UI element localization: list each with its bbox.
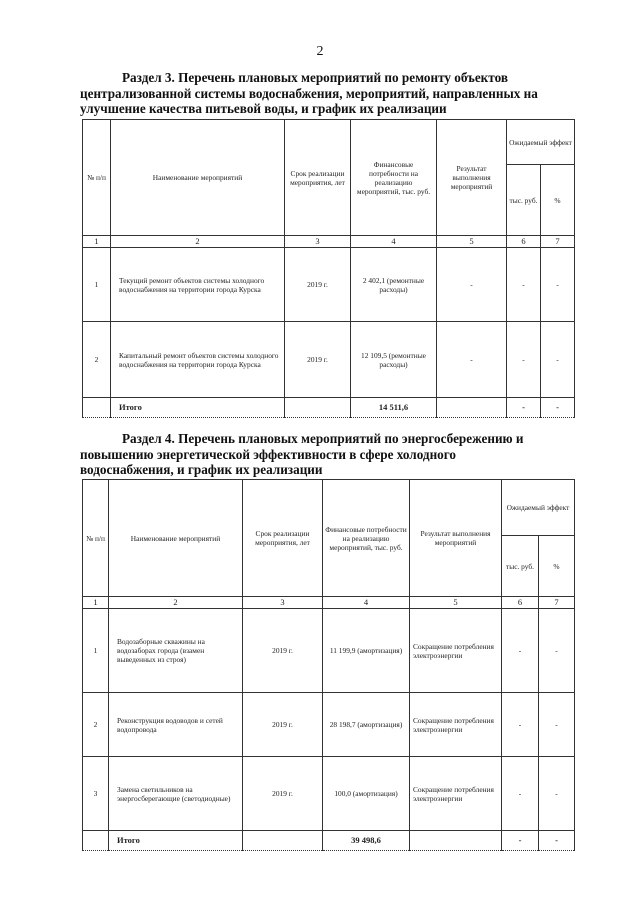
column-number: 2 bbox=[109, 597, 243, 609]
cell-effect-rub: - bbox=[502, 609, 539, 693]
table-row bbox=[83, 248, 575, 322]
cell-result bbox=[410, 831, 502, 851]
cell-num: 2 bbox=[83, 322, 111, 398]
header-effect: Ожидаемый эффект bbox=[502, 480, 575, 536]
cell-term: 2019 г. bbox=[243, 757, 323, 831]
column-number: 7 bbox=[539, 597, 575, 609]
column-number: 5 bbox=[410, 597, 502, 609]
total-row bbox=[83, 831, 575, 851]
header-term: Срок реализации мероприятия, лет bbox=[285, 120, 351, 236]
header-result: Результат выполнения мероприятий bbox=[410, 480, 502, 597]
section3-heading-line: улучшение качества питьевой воды, и график их реализации bbox=[80, 101, 447, 116]
table-row bbox=[83, 693, 575, 757]
total-label: Итого bbox=[109, 831, 243, 851]
header-effect-pct: % bbox=[539, 536, 575, 597]
table-header-row bbox=[83, 120, 575, 165]
table-row bbox=[83, 322, 575, 398]
column-number: 3 bbox=[285, 236, 351, 248]
cell-result bbox=[437, 398, 507, 418]
total-effect-pct: - bbox=[541, 398, 575, 418]
header-effect-pct: % bbox=[541, 165, 575, 236]
table-header-row bbox=[83, 480, 575, 536]
cell-num: 3 bbox=[83, 757, 109, 831]
cell-result: Сокращение потребления электроэнергии bbox=[410, 693, 502, 757]
section4-heading bbox=[80, 431, 575, 478]
column-number-row bbox=[83, 597, 575, 609]
section3-heading bbox=[80, 70, 575, 117]
column-number: 4 bbox=[323, 597, 410, 609]
section4-heading-line: водоснабжения, и график их реализации bbox=[80, 462, 323, 477]
cell-finance: 100,0 (амортизация) bbox=[323, 757, 410, 831]
cell-num: 1 bbox=[83, 609, 109, 693]
header-result: Результат выполнения мероприятий bbox=[437, 120, 507, 236]
cell-effect-pct: - bbox=[539, 693, 575, 757]
total-label: Итого bbox=[111, 398, 285, 418]
total-row bbox=[83, 398, 575, 418]
cell-term bbox=[243, 831, 323, 851]
cell-name: Реконструкция водоводов и сетей водопровода bbox=[109, 693, 243, 757]
header-effect-rub: тыс. руб. bbox=[507, 165, 541, 236]
column-number: 2 bbox=[111, 236, 285, 248]
cell-num: 2 bbox=[83, 693, 109, 757]
cell-name: Текущий ремонт объектов системы холодного водоснабжения на территории города Курска bbox=[111, 248, 285, 322]
header-finance: Финансовые потребности на реализацию мероприятий, тыс. руб. bbox=[323, 480, 410, 597]
header-finance: Финансовые потребности на реализацию мероприятий, тыс. руб. bbox=[351, 120, 437, 236]
column-number: 5 bbox=[437, 236, 507, 248]
cell-effect-pct: - bbox=[539, 757, 575, 831]
cell-result: - bbox=[437, 248, 507, 322]
section4-heading-line: Раздел 4. Перечень плановых мероприятий по энергосбережению и bbox=[122, 431, 524, 446]
header-effect: Ожидаемый эффект bbox=[507, 120, 575, 165]
column-number: 7 bbox=[541, 236, 575, 248]
cell-result: Сокращение потребления электроэнергии bbox=[410, 609, 502, 693]
cell-term bbox=[285, 398, 351, 418]
column-number: 3 bbox=[243, 597, 323, 609]
section4-table bbox=[82, 479, 575, 851]
column-number: 6 bbox=[502, 597, 539, 609]
section3-heading-line: централизованной системы водоснабжения, мероприятий, направленных на bbox=[80, 85, 538, 101]
column-number: 4 bbox=[351, 236, 437, 248]
cell-name: Водозаборные скважины на водозаборах города (взамен выведенных из строя) bbox=[109, 609, 243, 693]
cell-result: - bbox=[437, 322, 507, 398]
cell-finance: 11 199,9 (амортизация) bbox=[323, 609, 410, 693]
total-effect-rub: - bbox=[502, 831, 539, 851]
cell-finance: 28 198,7 (амортизация) bbox=[323, 693, 410, 757]
column-number: 6 bbox=[507, 236, 541, 248]
header-name: Наименование мероприятий bbox=[109, 480, 243, 597]
total-finance: 14 511,6 bbox=[351, 398, 437, 418]
section3-heading-line: Раздел 3. Перечень плановых мероприятий по ремонту объектов bbox=[122, 70, 508, 85]
section4-heading-line: повышению энергетической эффективности в сфере холодного bbox=[80, 446, 457, 462]
section3-table bbox=[82, 119, 575, 418]
cell-effect-rub: - bbox=[507, 322, 541, 398]
table-row bbox=[83, 757, 575, 831]
cell-effect-rub: - bbox=[507, 248, 541, 322]
header-name: Наименование мероприятий bbox=[111, 120, 285, 236]
cell-effect-rub: - bbox=[502, 693, 539, 757]
cell-effect-pct: - bbox=[541, 248, 575, 322]
cell-effect-rub: - bbox=[502, 757, 539, 831]
cell-name: Капитальный ремонт объектов системы холодного водоснабжения на территории города Курска bbox=[111, 322, 285, 398]
page-number: 2 bbox=[316, 44, 324, 59]
cell-term: 2019 г. bbox=[285, 322, 351, 398]
column-number: 1 bbox=[83, 236, 111, 248]
cell-num bbox=[83, 398, 111, 418]
cell-effect-pct: - bbox=[539, 609, 575, 693]
header-term: Срок реализации мероприятия, лет bbox=[243, 480, 323, 597]
cell-effect-pct: - bbox=[541, 322, 575, 398]
column-number-row bbox=[83, 236, 575, 248]
cell-finance: 12 109,5 (ремонтные расходы) bbox=[351, 322, 437, 398]
cell-num: 1 bbox=[83, 248, 111, 322]
total-finance: 39 498,6 bbox=[323, 831, 410, 851]
cell-term: 2019 г. bbox=[243, 609, 323, 693]
header-effect-rub: тыс. руб. bbox=[502, 536, 539, 597]
cell-name: Замена светильников на энергосберегающие (светодиодные) bbox=[109, 757, 243, 831]
header-num: № п/п bbox=[83, 480, 109, 597]
cell-result: Сокращение потребления электроэнергии bbox=[410, 757, 502, 831]
total-effect-pct: - bbox=[539, 831, 575, 851]
cell-finance: 2 402,1 (ремонтные расходы) bbox=[351, 248, 437, 322]
table-row bbox=[83, 609, 575, 693]
cell-num bbox=[83, 831, 109, 851]
header-num: № п/п bbox=[83, 120, 111, 236]
cell-term: 2019 г. bbox=[243, 693, 323, 757]
column-number: 1 bbox=[83, 597, 109, 609]
cell-term: 2019 г. bbox=[285, 248, 351, 322]
total-effect-rub: - bbox=[507, 398, 541, 418]
